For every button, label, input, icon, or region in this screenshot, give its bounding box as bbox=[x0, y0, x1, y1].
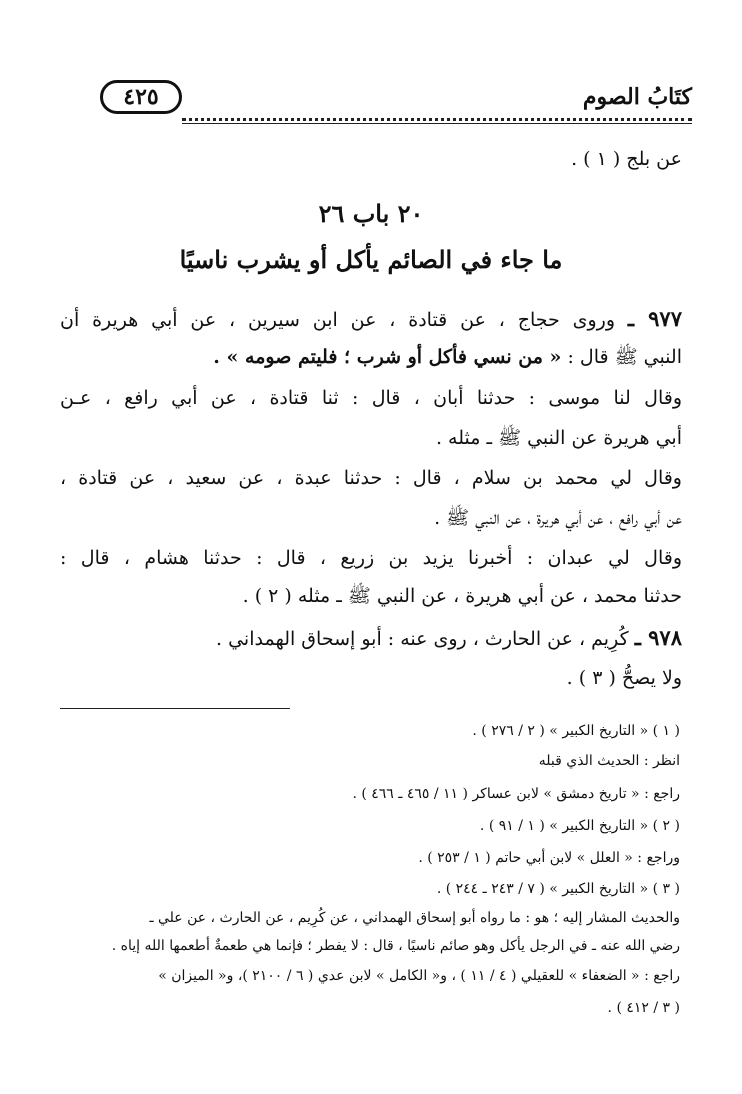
footnote-3-ref-2: ( ٣ / ٤١٢ ) . bbox=[607, 1000, 680, 1016]
paragraph-2-line-1: وقال لنا موسى : حدثنا أبان ، قال : ثنا قتادة ، عن أبي رافع ، عـن bbox=[60, 387, 682, 409]
paragraph-4-line-1: وقال لي عبدان : أخبرنا يزيد بن زريع ، قال : حدثنا هشام ، قال : bbox=[60, 547, 682, 569]
entry-977-line-1 bbox=[60, 305, 682, 334]
entry-number: ٩٧٨ ـ bbox=[634, 625, 682, 650]
entry-977-line-2 bbox=[60, 343, 682, 371]
header-divider bbox=[182, 123, 692, 124]
page-number: ٤٢٥ bbox=[100, 80, 182, 114]
running-header bbox=[100, 78, 692, 128]
entry-text: وروى حجاج ، عن قتادة ، عن ابن سيرين ، عن أبي هريرة أن bbox=[60, 309, 616, 331]
bab-title: ما جاء في الصائم يأكل أو يشرب ناسيًا bbox=[179, 245, 563, 274]
intro-line: عن بلج ( ١ ) . bbox=[571, 148, 682, 170]
footnote-2: ( ٢ ) « التاريخ الكبير » ( ١ / ٩١ ) . bbox=[479, 818, 680, 834]
paragraph-2-line-2: أبي هريرة عن النبي ﷺ ـ مثله . bbox=[435, 427, 682, 449]
footnote-1-ref: راجع : « تاريخ دمشق » لابن عساكر ( ١١ / ٤٦٥ ـ ٤٦٦ ) . bbox=[352, 786, 680, 802]
footnote-3-text-1: والحديث المشار إليه ؛ هو : ما رواه أبو إسحاق الهمداني ، عن كُرِيم ، عن الحارث ، عن علي ـ bbox=[149, 910, 680, 926]
entry-text: النبي ﷺ قال : bbox=[567, 346, 682, 368]
footnote-3-ref-1: راجع : « الضعفاء » للعقيلي ( ٤ / ١١ ) ، و« الكامل » لابن عدي ( ٦ / ٢١٠٠ )، و« الميزان » bbox=[158, 968, 680, 984]
footnote-divider bbox=[60, 708, 290, 709]
header-divider-dotted bbox=[182, 118, 692, 121]
footnote-2-ref: وراجع : « العلل » لابن أبي حاتم ( ١ / ٢٥٣ ) . bbox=[418, 850, 680, 866]
entry-number: ٩٧٧ ـ bbox=[627, 306, 682, 331]
footnote-1-note: انظر : الحديث الذي قبله bbox=[538, 753, 680, 769]
chapter-title: كتَابُ الصوم bbox=[582, 84, 692, 110]
footnote-1: ( ١ ) « التاريخ الكبير » ( ٢ / ٢٧٦ ) . bbox=[472, 723, 680, 739]
bab-heading: ٢٠ باب ٢٦ bbox=[318, 199, 424, 228]
paragraph-4-line-2: حدثنا محمد ، عن أبي هريرة ، عن النبي ﷺ ـ مثله ( ٢ ) . bbox=[242, 585, 682, 607]
paragraph-3-line-1: وقال لي محمد بن سلام ، قال : حدثنا عبدة ، عن سعيد ، عن قتادة ، bbox=[60, 467, 682, 489]
hadith-text: « من نسي فأكل أو شرب ؛ فليتم صومه » . bbox=[213, 346, 562, 368]
entry-978-line-1 bbox=[60, 624, 682, 653]
paragraph-3-line-2: عن أبي رافع ، عن أبي هريرة ، عن النبي ﷺ . bbox=[434, 507, 682, 529]
footnote-3-text-2: رضي الله عنه ـ في الرجل يأكل وهو صائم ناسيًا ، قال : لا يفطر ؛ فإنما هي طعمةٌ أطعمها الله إياه . bbox=[111, 938, 680, 954]
entry-978-line-2: ولا يصحُّ ( ٣ ) . bbox=[566, 667, 682, 689]
entry-text: كُرِيم ، عن الحارث ، روى عنه : أبو إسحاق الهمداني . bbox=[216, 628, 629, 650]
footnote-3: ( ٣ ) « التاريخ الكبير » ( ٧ / ٢٤٣ ـ ٢٤٤ ) . bbox=[436, 881, 680, 897]
